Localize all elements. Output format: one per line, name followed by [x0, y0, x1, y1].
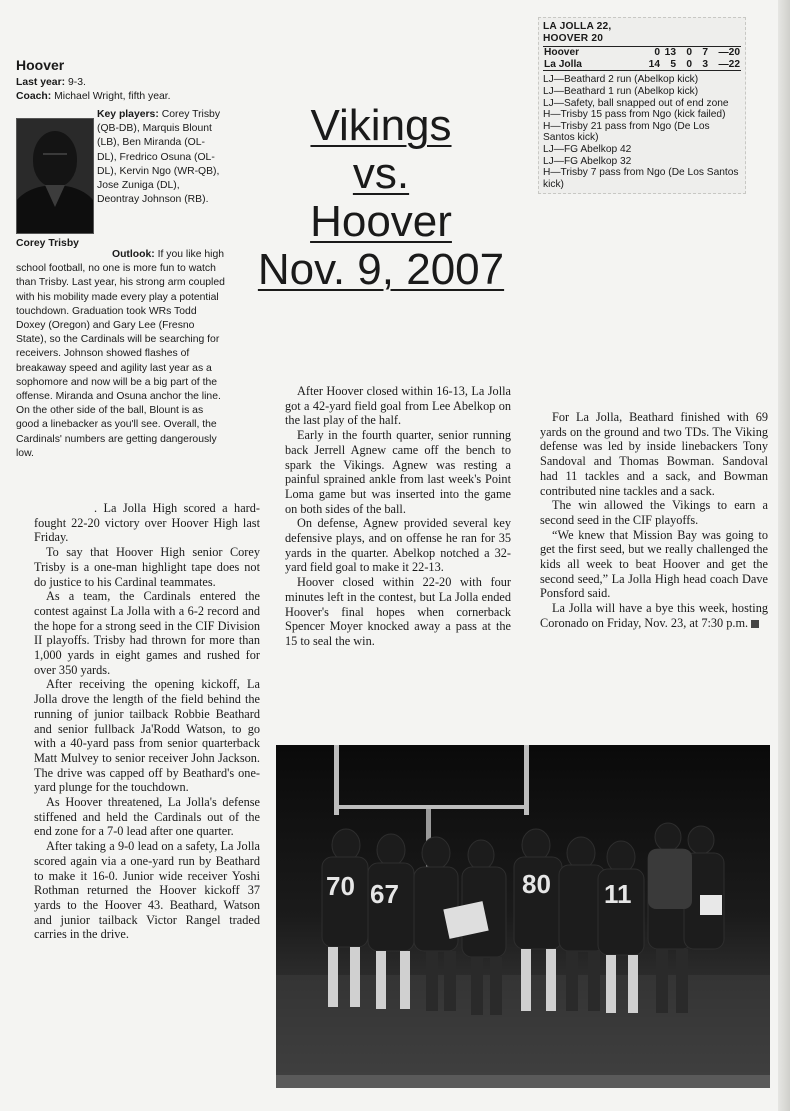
scoring-play: H—Trisby 7 pass from Ngo (De Los Santos kick) — [543, 167, 739, 190]
scoring-play: LJ—FG Abelkop 32 — [543, 155, 632, 167]
paragraph: The win allowed the Vikings to earn a second seed in the CIF playoffs. — [540, 498, 768, 527]
team-huddle-photo — [276, 745, 770, 1088]
last-year-line: Last year: 9-3. — [16, 77, 86, 89]
paragraph: After Hoover closed within 16-13, La Jolla got a 42-yard field goal from Lee Abelkop on the last play of the half. — [285, 384, 511, 428]
key-players: Key players: Corey Trisby (QB-DB), Marquis Blount (LB), Ben Miranda (OL-DL), Fredrico Osuna (OL-DL), Kervin Ngo (WR-QB), Jose Zuniga (DL), Deontray Johnson (RB). — [97, 109, 221, 206]
paragraph: As Hoover threatened, La Jolla's defense stiffened and held the Cardinals out of the end zone for a 7-0 lead after one quarter. — [34, 795, 260, 839]
title-line-4: Nov. 9, 2007 — [257, 245, 505, 294]
jersey-number: 80 — [522, 869, 551, 899]
box-headline-2: HOOVER 20 — [543, 32, 604, 44]
scoring-play: LJ—Safety, ball snapped out of end zone — [543, 97, 729, 109]
headshot-image — [16, 118, 94, 234]
box-headline-1: LA JOLLA 22, — [543, 21, 612, 32]
article-column-2 — [285, 384, 511, 649]
end-mark-icon — [751, 620, 759, 628]
page-title — [238, 102, 524, 294]
scoring-play: LJ—Beathard 2 run (Abelkop kick) — [543, 74, 699, 86]
jersey-number: 67 — [370, 879, 399, 909]
article-column-3 — [540, 410, 768, 631]
scoring-play: H—Trisby 21 pass from Ngo (De Los Santos kick) — [543, 120, 710, 144]
scouting-report — [16, 58, 216, 105]
jersey-number: 11 — [604, 879, 632, 909]
paragraph: Hoover closed within 22-20 with four minutes left in the contest, but La Jolla ended Hoover's final hopes when cornerback Spencer Moyer knocked away a pass at the 15 to seal the win. — [285, 575, 511, 648]
paragraph: La Jolla will have a bye this week, hosting Coronado on Friday, Nov. 23, at 7:30 p.m. — [540, 601, 768, 630]
title-line-3: Hoover — [310, 197, 452, 246]
scoring-play: H—Trisby 15 pass from Ngo (kick failed) — [543, 109, 726, 121]
paragraph: On defense, Agnew provided several key defensive plays, and on offense he ran for 35 yards in the quarter. Abelkop notched a 32-yard field goal to make it 22-13. — [285, 516, 511, 575]
paragraph: After receiving the opening kickoff, La Jolla drove the length of the field behind the running of junior tailback Robbie Beathard and senior fullback Ja'Rodd Watson, to go with a 40-yard pass from senior quarterback Matt Mulvey to senior receiver John Jackson. The drive was capped off by Beathard's one-yard plunge for the touchdown. — [34, 677, 260, 795]
huddle-illustration — [276, 745, 770, 1088]
title-line-1: Vikings — [310, 101, 452, 150]
paragraph: As a team, the Cardinals entered the contest against La Jolla with a 6-2 record and the hope for a strong seed in the CIF Division II playoffs. Trisby had thrown for more than 1,000 yards in eight games and rushed for over 350 yards. — [34, 589, 260, 677]
paragraph: To say that Hoover High senior Corey Trisby is a one-man highlight tape does not do justice to his Cardinal teammates. — [34, 545, 260, 589]
table-row: La Jolla 14 5 0 3 —22 — [544, 58, 740, 70]
box-score — [538, 17, 746, 194]
page-edge — [778, 0, 790, 1111]
coach-line: Coach: Michael Wright, fifth year. — [16, 91, 171, 103]
paragraph: Early in the fourth quarter, senior running back Jerrell Agnew came off the bench to spark the Vikings. Agnew was resting a painful sprained ankle from last week's Point Loma game but was inserted into the game on both sides of the ball. — [285, 428, 511, 516]
photo-caption: Corey Trisby — [16, 238, 79, 249]
jersey-number: 70 — [326, 871, 355, 901]
article-column-1 — [34, 501, 260, 942]
line-score-table — [543, 46, 741, 71]
paragraph: For La Jolla, Beathard finished with 69 yards on the ground and two TDs. The Viking defense was led by inside linebackers Tony Sandoval and Thomas Bowman. Sandoval had 11 tackles and a sack, and Bowman contributed nine tackles and a sack. — [540, 410, 768, 498]
paragraph: After taking a 9-0 lead on a safety, La Jolla scored again via a one-yard run by Beathard to make it 16-0. Junior wide receiver Yoshi Rothman returned the Hoover kickoff 37 yards to the Hoover 43. Beathard, Watson and junior tailback Victor Rangel traded carries in the drive. — [34, 839, 260, 942]
team-heading: Hoover — [16, 57, 65, 73]
title-line-2: vs. — [352, 149, 410, 198]
player-headshot — [16, 118, 92, 249]
table-row: Hoover 0 13 0 7 —20 — [544, 47, 740, 59]
scoring-play: LJ—FG Abelkop 42 — [543, 143, 632, 155]
scoring-play: LJ—Beathard 1 run (Abelkop kick) — [543, 85, 699, 97]
outlook: Outlook: If you like high school football, no one is more fun to watch than Trisby. Last year, his strong arm coupled with his mobility made every play a potential touchdown. Graduation took WRs Todd Doxey (Oregon) and Gary Lee (Fresno State), so the Cardinals will be searching for receivers. Johnson showed flashes of breakaway speed and agility last year as a sophomore and now will be a big part of the offense. Miranda and Osuna anchor the line. On the other side of the ball, Blount is as good a linebacker as you'll see. Overall, the Cardinals' numbers are getting dangerously low. — [16, 249, 225, 459]
paragraph: “We knew that Mission Bay was going to get the first seed, but we really challenged the kids all week to beat Hoover and get the second seed,” La Jolla High head coach Dave Ponsford said. — [540, 527, 768, 601]
paragraph: . La Jolla High scored a hard-fought 22-20 victory over Hoover High last Friday. — [34, 501, 260, 545]
